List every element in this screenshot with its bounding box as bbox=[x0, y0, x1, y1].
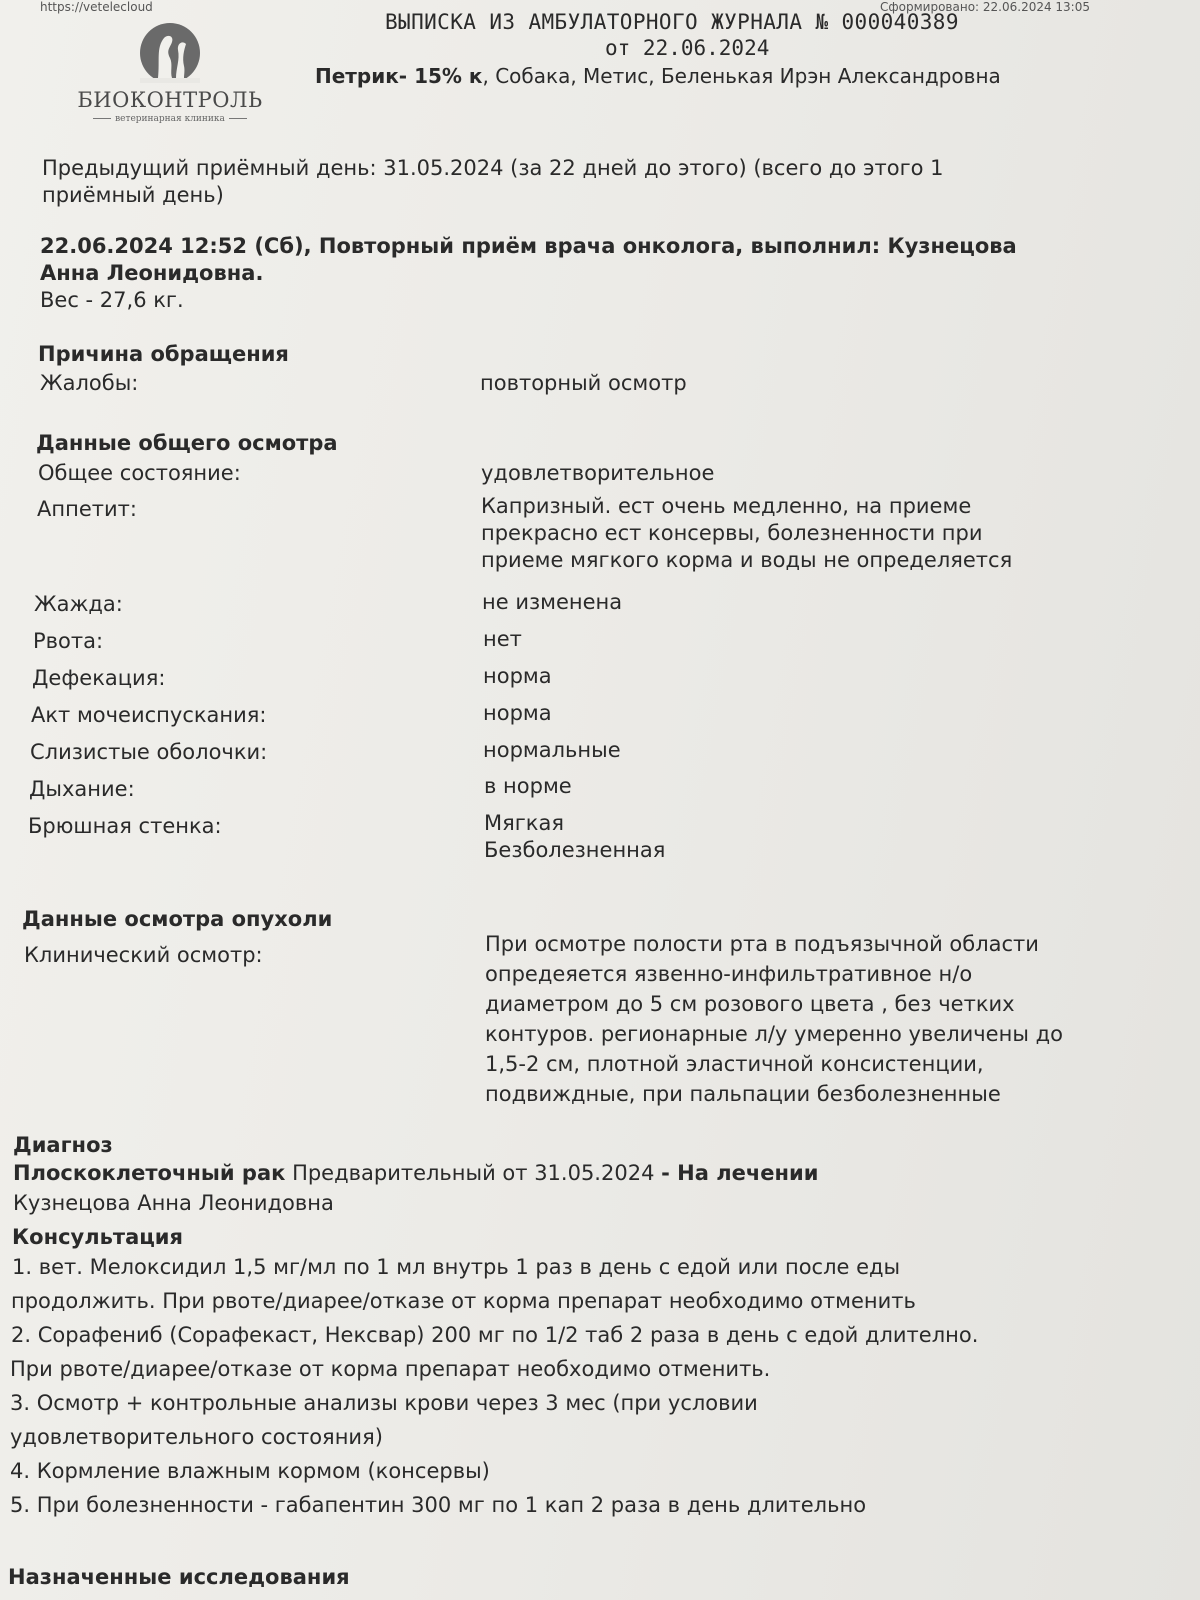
generated-timestamp: Сформировано: 22.06.2024 13:05 bbox=[880, 0, 1090, 14]
consultation-line: продолжить. При рвоте/диарее/отказе от корма препарат необходимо отменить bbox=[11, 1289, 916, 1313]
clinical-exam-value: контуров. регионарные л/у умеренно увеличены до bbox=[485, 1022, 1063, 1046]
clinic-logo bbox=[70, 20, 270, 124]
exam-value: удовлетворительное bbox=[481, 461, 715, 485]
exam-value: норма bbox=[483, 664, 552, 688]
exam-value: приеме мягкого корма и воды не определяется bbox=[481, 548, 1013, 572]
exam-label: Аппетит: bbox=[37, 497, 137, 521]
exam-value: не изменена bbox=[482, 590, 623, 614]
diagnosis-name: Плоскоклеточный рак bbox=[13, 1161, 286, 1185]
diagnosis-line bbox=[13, 1160, 818, 1187]
document-title: ВЫПИСКА ИЗ АМБУЛАТОРНОГО ЖУРНАЛА № 000040389 bbox=[385, 10, 959, 34]
visit-header-line-2: Анна Леонидовна. bbox=[40, 261, 264, 285]
patient-details: , Собака, Метис, Беленькая Ирэн Александровна bbox=[482, 64, 1001, 88]
complaints-value: повторный осмотр bbox=[480, 371, 687, 395]
diagnosis-detail: Предварительный от 31.05.2024 bbox=[285, 1161, 662, 1185]
clinical-exam-value: диаметром до 5 см розового цвета , без четких bbox=[485, 992, 1015, 1016]
exam-value: нет bbox=[483, 627, 522, 651]
exam-value: Мягкая bbox=[484, 811, 564, 835]
exam-value: норма bbox=[483, 701, 552, 725]
section-heading-studies: Назначенные исследования bbox=[8, 1565, 350, 1589]
diagnosis-doctor: Кузнецова Анна Леонидовна bbox=[13, 1191, 334, 1215]
diagnosis-status: - На лечении bbox=[661, 1161, 819, 1185]
clinic-subtitle: ветеринарная клиника bbox=[70, 114, 270, 124]
consultation-line: 4. Кормление влажным кормом (консервы) bbox=[10, 1459, 490, 1483]
exam-label: Рвота: bbox=[33, 629, 104, 653]
section-heading-consultation: Консультация bbox=[12, 1225, 184, 1249]
clinic-logo-icon bbox=[130, 20, 210, 86]
section-heading-tumor-exam: Данные осмотра опухоли bbox=[22, 907, 333, 931]
exam-value: Безболезненная bbox=[484, 838, 666, 862]
visit-header-line-1: 22.06.2024 12:52 (Сб), Повторный приём врача онколога, выполнил: Кузнецова bbox=[40, 234, 1017, 258]
previous-visit-line-2: приёмный день) bbox=[42, 183, 224, 207]
consultation-line: 3. Осмотр + контрольные анализы крови через 3 мес (при условии bbox=[10, 1391, 758, 1415]
consultation-line: При рвоте/диарее/отказе от корма препарат необходимо отменить. bbox=[10, 1357, 771, 1381]
exam-label: Брюшная стенка: bbox=[28, 814, 222, 838]
exam-value: нормальные bbox=[483, 738, 621, 762]
previous-visit-line-1: Предыдущий приёмный день: 31.05.2024 (за 22 дней до этого) (всего до этого 1 bbox=[42, 156, 944, 180]
document-date: от 22.06.2024 bbox=[605, 36, 770, 60]
complaints-label: Жалобы: bbox=[40, 371, 139, 395]
section-heading-diagnosis: Диагноз bbox=[13, 1133, 113, 1157]
patient-name: Петрик- 15% к bbox=[315, 64, 483, 88]
consultation-line: 1. вет. Мелоксидил 1,5 мг/мл по 1 мл внутрь 1 раз в день с едой или после еды bbox=[12, 1255, 901, 1279]
clinical-exam-value: опредеяется язвенно-инфильтративное н/о bbox=[485, 962, 973, 986]
exam-value: Капризный. ест очень медленно, на приеме bbox=[481, 494, 972, 518]
exam-label: Акт мочеиспускания: bbox=[31, 703, 267, 727]
exam-label: Дефекация: bbox=[32, 666, 166, 690]
exam-label: Дыхание: bbox=[29, 777, 135, 801]
clinical-exam-label: Клинический осмотр: bbox=[24, 943, 263, 967]
consultation-line: 2. Сорафениб (Сорафекаст, Нексвар) 200 мг по 1/2 таб 2 раза в день с едой длително. bbox=[11, 1323, 979, 1347]
clinic-name: БИОКОНТРОЛЬ bbox=[77, 88, 263, 112]
exam-label: Жажда: bbox=[34, 592, 123, 616]
weight: Вес - 27,6 кг. bbox=[40, 288, 184, 312]
consultation-line: 5. При болезненности - габапентин 300 мг по 1 кап 2 раза в день длительно bbox=[10, 1493, 867, 1517]
clinical-exam-value: При осмотре полости рта в подъязычной области bbox=[485, 932, 1039, 956]
patient-line bbox=[315, 64, 1001, 88]
exam-value: в норме bbox=[484, 774, 572, 798]
exam-label: Слизистые оболочки: bbox=[30, 740, 268, 764]
exam-label: Общее состояние: bbox=[38, 461, 241, 485]
clinical-exam-value: подвиждные, при пальпации безболезненные bbox=[485, 1082, 1001, 1106]
clinical-exam-value: 1,5-2 см, плотной эластичной консистенции, bbox=[485, 1052, 984, 1076]
exam-value: прекрасно ест консервы, болезненности при bbox=[481, 521, 983, 545]
section-heading-reason: Причина обращения bbox=[38, 342, 289, 366]
consultation-line: удовлетворительного состояния) bbox=[10, 1425, 383, 1449]
section-heading-general-exam: Данные общего осмотра bbox=[36, 431, 338, 455]
header-url-fragment: https://vetelecloud bbox=[40, 0, 153, 14]
